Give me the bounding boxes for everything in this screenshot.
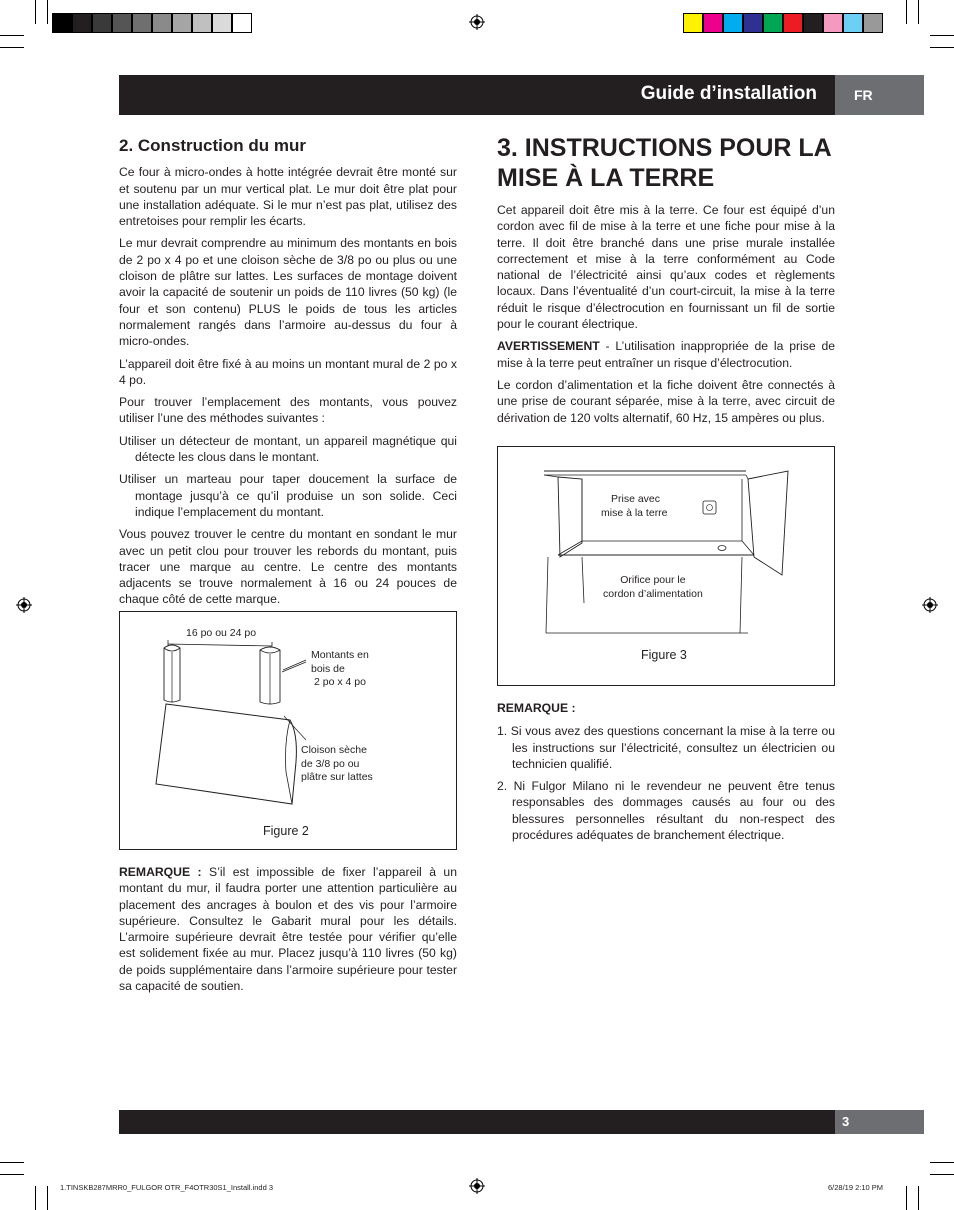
- studs-label: Montants en bois de 2 po x 4 po: [311, 649, 369, 688]
- drywall-label: Cloison sèche de 3/8 po ou plâtre sur lattes: [301, 744, 373, 783]
- gray-swatch: [52, 13, 72, 33]
- paragraph: Le cordon d’alimentation et la fiche doivent être connectés à une prise de courant séparée, mise à la terre, avec circuit de dérivation de 120 volts alternatif, 60 Hz, 15 ampères ou plus.: [497, 377, 835, 425]
- gray-swatch: [132, 13, 152, 33]
- page-number: 3: [842, 1114, 850, 1129]
- section-heading-grounding: 3. INSTRUCTIONS POUR LA MISE À LA TERRE: [497, 134, 832, 192]
- figure-2-wall-studs: [119, 611, 457, 850]
- right-remarks: [497, 700, 835, 849]
- page-header-title: Guide d’installation: [640, 83, 817, 104]
- note-label: REMARQUE :: [119, 865, 202, 879]
- right-column: [497, 133, 835, 432]
- note-text: S’il est impossible de fixer l’appareil à un montant du mur, il faudra porter une attention particulière au placement des ancrages à boulon et des vis pour l’armoire supérieure. Consultez le Gabarit mural pour les détails. L’armoire supérieure devrait être testée pour vérifier qu’elle est solidement fixée au mur. Placez jusqu’à 110 livres (50 kg) de poids supplémentaire dans l’armoire supérieure pour tester sa capacité de soutien.: [119, 865, 457, 994]
- remark-list: [497, 723, 835, 843]
- color-swatch: [683, 13, 703, 33]
- page-number-badge: [835, 1110, 924, 1134]
- gray-swatch: [152, 13, 172, 33]
- stud-spacing-label: 16 po ou 24 po: [186, 627, 257, 639]
- color-swatch: [863, 13, 883, 33]
- figure-3-outlet: [497, 446, 835, 686]
- color-swatch: [743, 13, 763, 33]
- registration-mark-icon: [922, 597, 938, 613]
- gray-swatch: [232, 13, 252, 33]
- left-note: [119, 864, 457, 1000]
- gray-swatch: [92, 13, 112, 33]
- wall-studs-drawing: [120, 612, 456, 849]
- method-item: Utiliser un marteau pour taper doucement la surface de montage jusqu’à ce qu’il produise un son solide. Ceci indique l’emplacement du montant.: [119, 472, 457, 519]
- list-item: 2. Ni Fulgor Milano ni le revendeur ne peuvent être tenus responsables des dommages causés au four ou des blessures personnelles résultant du non-respect des procédures adéquates de branchement électrique.: [497, 779, 835, 843]
- color-swatch: [763, 13, 783, 33]
- remark-label: REMARQUE :: [497, 701, 576, 715]
- left-column: [119, 138, 457, 614]
- note-paragraph: [119, 864, 457, 994]
- paragraph: Cet appareil doit être mis à la terre. Ce four est équipé d’un cordon avec fil de mise à la terre et une fiche pour mise à la terre. Il doit être branché dans une prise murale installée correctement et mise à la terre conformément au Code national de l’électricité ainsi qu’aux codes et règlements locaux. Dans l’éventualité d’un court-circuit, la mise à la terre réduit le risque d’électrocution en fournissant un fil de sortie pour le courant électrique.: [497, 203, 835, 332]
- color-swatch: [823, 13, 843, 33]
- outlet-label: Prise avec mise à la terre: [601, 493, 668, 519]
- gray-swatch: [192, 13, 212, 33]
- color-swatch: [723, 13, 743, 33]
- color-swatch: [843, 13, 863, 33]
- header-bar: [119, 75, 835, 115]
- registration-mark-icon: [469, 1178, 485, 1194]
- paragraph: Ce four à micro-ondes à hotte intégrée devrait être monté sur et soutenu par un mur vertical plat. Le mur doit être plat pour une installation adéquate. Si le mur n’est pas plat, utilisez des entretoises pour remplir les écarts.: [119, 165, 457, 229]
- file-slug: 1.TINSKB287MRR0_FULGOR OTR_F4OTR30S1_Install.indd 3: [60, 1183, 273, 1192]
- language-label: FR: [854, 87, 873, 103]
- color-swatch: [703, 13, 723, 33]
- method-item: Utiliser un détecteur de montant, un appareil magnétique qui détecte les clous dans le montant.: [119, 433, 457, 465]
- paragraph: Le mur devrait comprendre au minimum des montants en bois de 2 po x 4 po et une cloison sèche de 3/8 po ou plus ou une cloison de plâtre sur lattes. Les surfaces de montage doivent avoir la capacité de soutenir un poids de 110 livres (50 kg) (le four et son contenu) PLUS le poids de tous les articles normalement rangés dans l’armoire au-dessus du four à micro-ondes.: [119, 236, 457, 349]
- figure-caption: Figure 3: [641, 648, 687, 662]
- warning-label: AVERTISSEMENT: [497, 339, 600, 354]
- registration-mark-icon: [469, 14, 485, 30]
- gray-swatch: [112, 13, 132, 33]
- footer-bar: [119, 1110, 835, 1134]
- paragraph: L’appareil doit être fixé à au moins un montant mural de 2 po x 4 po.: [119, 356, 457, 387]
- color-swatch: [783, 13, 803, 33]
- cord-hole-label: Orifice pour le cordon d’alimentation: [603, 574, 703, 600]
- gray-swatch: [212, 13, 232, 33]
- date-slug: 6/28/19 2:10 PM: [828, 1183, 884, 1192]
- gray-swatch: [172, 13, 192, 33]
- registration-mark-icon: [16, 597, 32, 613]
- list-item: 1. Si vous avez des questions concernant la mise à la terre ou les instructions sur l’électricité, consultez un électricien ou technicien qualifié.: [497, 724, 835, 771]
- color-swatch: [803, 13, 823, 33]
- warning-paragraph: AVERTISSEMENT - L’utilisation inappropriée de la prise de mise à la terre peut entraîner un risque d’électrocution.: [497, 339, 835, 370]
- paragraph: Pour trouver l’emplacement des montants, vous pouvez utiliser l’une des méthodes suivantes :: [119, 395, 457, 426]
- section-heading-wall: 2. Construction du mur: [119, 136, 306, 155]
- paragraph: Vous pouvez trouver le centre du montant en sondant le mur avec un petit clou pour trouver les rebords du montant, puis tracer une marque au centre. Le centre des montants adjacents se trouve normalement à 16 ou 24 pouces de chaque côté de cette marque.: [119, 527, 457, 607]
- language-badge: [835, 75, 924, 115]
- figure-caption: Figure 2: [263, 824, 309, 838]
- gray-swatch: [72, 13, 92, 33]
